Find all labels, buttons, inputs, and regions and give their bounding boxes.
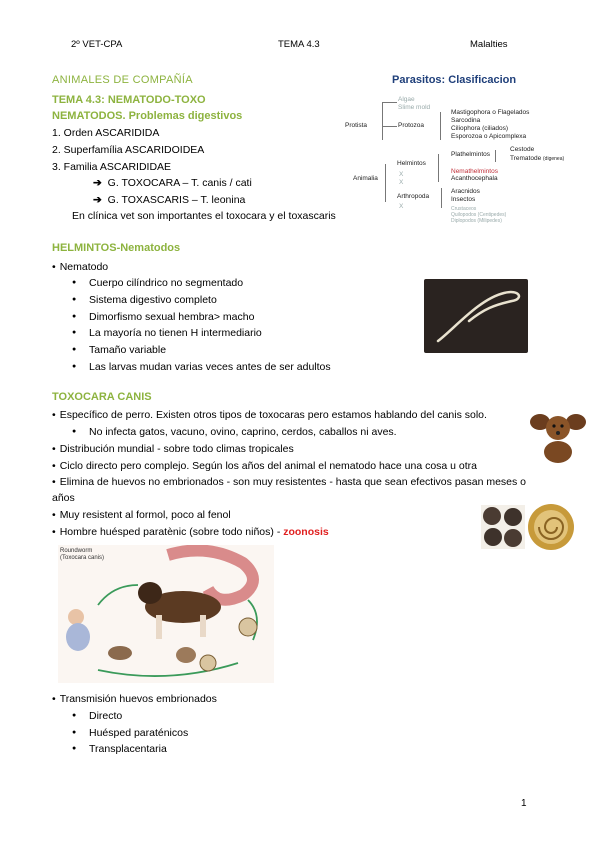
nematodo-item: ● La mayoría no tienen H intermediario	[89, 327, 262, 339]
transmision-item: ● Directo	[89, 710, 122, 722]
section-title: ANIMALES DE COMPAÑÍA	[52, 74, 193, 86]
diagram-protozoa-child: Ciliophora (ciliados)	[451, 125, 509, 132]
diagram-cestode: Cestode	[510, 146, 535, 153]
diagram-algae: Algae	[398, 96, 415, 103]
helmintos-title: HELMINTOS-Nematodos	[52, 242, 181, 254]
diagram-slime-mold: Slime mold	[398, 104, 431, 111]
taxonomy-item: 2. Superfamília ASCARIDOIDEA	[52, 144, 205, 156]
egg-larva-photo	[527, 503, 575, 551]
genus-item: ➔ G. TOXASCARIS – T. leonina	[93, 194, 246, 206]
genus-item: ➔ G. TOXOCARA – T. canis / cati	[93, 177, 252, 189]
toxocara-item: • Elimina de huevos no embrionados - son muy resistentes - hasta que sean efectivos pasan meses o	[52, 476, 526, 488]
diagram-platelmintos: Plathelmintos	[451, 151, 491, 158]
diagram-acanthocephala: Acanthocephala	[451, 175, 498, 182]
tema-title: TEMA 4.3: NEMATODO-TOXO	[52, 94, 206, 106]
nematodo-label: • Nematodo	[52, 261, 108, 273]
diagram-gray-child: Quilopodos (Centipedes)	[451, 212, 507, 218]
diagram-gray-child: Diplopodos (Milipedes)	[451, 218, 502, 224]
transmision-item: ● Transplacentaria	[89, 743, 167, 755]
nematodo-item: ● Tamaño variable	[89, 344, 166, 356]
toxocara-item: • Específico de perro. Existen otros tipos de toxocaras pero estamos hablando del canis solo.	[52, 409, 487, 421]
nematodo-item: ● Sistema digestivo completo	[89, 294, 217, 306]
toxocara-subitem: ● No infecta gatos, vacuno, ovino, caprino, cerdos, caballos ni aves.	[89, 426, 397, 438]
transmision-label: • Transmisión huevos embrionados	[52, 693, 217, 705]
diagram-protozoa-child: Mastigophora o Flagelados	[451, 109, 530, 116]
lifecycle-illustration	[58, 545, 274, 683]
diagram-arthropoda-child: Insectos	[451, 196, 476, 203]
toxocara-title: TOXOCARA CANIS	[52, 391, 152, 403]
nematodo-item: ● Cuerpo cilíndrico no segmentado	[89, 277, 243, 289]
diagram-arthropoda: Arthropoda	[397, 193, 430, 200]
lifecycle-roundworm-label: Roundworm	[60, 548, 93, 554]
transmision-item: ● Huésped paraténicos	[89, 727, 188, 739]
diagram-x-mark: X	[399, 171, 404, 178]
diagram-title: Parasitos: Clasificacion	[392, 74, 517, 86]
header-left: 2º VET-CPA	[71, 39, 123, 50]
header-center: TEMA 4.3	[278, 39, 320, 50]
eggs-photo	[481, 505, 525, 549]
diagram-x-mark: X	[399, 179, 404, 186]
taxonomy-item: 3. Familia ASCARIDIDAE	[52, 161, 172, 173]
lifecycle-species-label: (Toxocara canis)	[60, 555, 105, 561]
toxocara-item-cont: años	[52, 492, 75, 504]
toxocara-item: • Ciclo directo pero complejo. Según los años del animal el nematodo hace una cosa u otra	[52, 460, 477, 472]
arrow-icon: ➔	[93, 194, 102, 206]
diagram-protozoa: Protozoa	[398, 122, 425, 129]
diagram-protista: Protista	[345, 122, 368, 129]
header-right: Malalties	[470, 39, 508, 50]
diagram-protozoa-child: Sarcodina	[451, 117, 481, 124]
nematodo-item: ● Dimorfismo sexual hembra> macho	[89, 311, 254, 323]
worm-photo	[424, 279, 528, 353]
clinic-note: En clínica vet son importantes el toxocara y el toxascaris	[72, 210, 336, 222]
taxonomy-item: 1. Orden ASCARIDIDA	[52, 127, 160, 139]
diagram-trematode: Trematode (digenea)	[510, 155, 565, 162]
toxocara-item: • Muy resistent al formol, poco al fenol	[52, 509, 231, 521]
diagram-protozoa-child: Esporozoa o Apicomplexa	[451, 133, 527, 140]
diagram-x-mark: X	[399, 203, 404, 210]
diagram-gray-child: Crustaceos	[451, 206, 477, 212]
arrow-icon: ➔	[93, 177, 102, 189]
nematodo-item: ● Las larvas mudan varias veces antes de ser adultos	[89, 361, 331, 373]
diagram-animalia: Animalia	[353, 175, 378, 182]
toxocara-item: • Distribución mundial - sobre todo climas tropicales	[52, 443, 294, 455]
nematodos-title: NEMATODOS. Problemas digestivos	[52, 110, 243, 122]
page-number: 1	[521, 798, 527, 809]
toxocara-item: • Hombre huésped paratènic (sobre todo niños) - zoonosis	[52, 526, 329, 538]
diagram-helmintos: Helmintos	[397, 160, 426, 167]
classification-diagram	[345, 72, 580, 237]
diagram-arthropoda-child: Aracnidos	[451, 188, 480, 195]
diagram-nemathelmintos: Nemathelmintos	[451, 168, 498, 175]
dog-photo	[530, 406, 586, 464]
zoonosis-label: zoonosis	[283, 526, 329, 538]
